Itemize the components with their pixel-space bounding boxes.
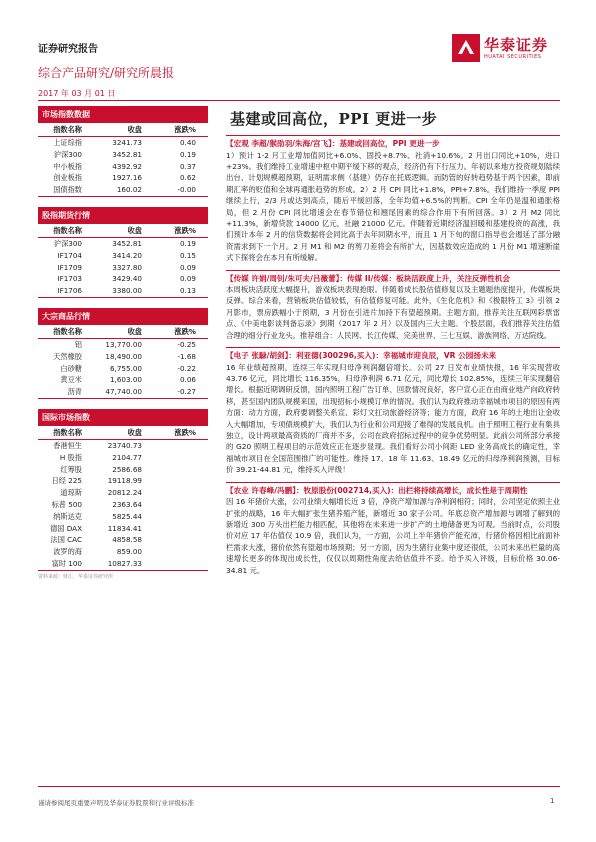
table-row: [38, 452, 208, 464]
logo-name: 华泰证券: [484, 36, 549, 54]
table-cell: 3327.80: [112, 262, 142, 272]
footer-disclaimer: 谨请参阅尾页重要声明及华泰证券股票和行业评级标准: [38, 799, 194, 807]
table-cell: 3452.81: [112, 149, 142, 159]
research-items: [226, 135, 560, 576]
item-body: 16 年业绩超预期，连续三年实现归母净利润翻倍增长。公司 27 日发布业绩快报，16 年实现营收 43.76 亿元，同比增长 116.35%，归母净利润 6.71 亿元，同比增长 102.85%，连续三年实现翻倍增长。根据近期调研反馈，国内照明工程广告订单、回款情况良好，客户宣心正在由商业地产向政府转移，甚至国内团队规模来国，出现招标小规模订单的情况。我们认为政府推动幸福城市项目的原因有两方面：动力方面，政府要调整关系宣、彩灯文扛动旅游经济等；能力方面，政府 16 年的土地出让金收入大幅增加，专项债规模扩大，我们认为行业和公司迎接了难得的发展良机。由于照明工程行业有集具独立，设计两项最高资质的厂商并不多，公司在政府招标过程中的竞争优势明显。此前公司所部分承接的 G20 照明工程项目的示范效应正在逐步显现。我们看好公司小间距 LED 业务高成长的确定性，幸福城市项目在全国范围推广的可能性。维持 17、18 年 11.63、18.49 亿元的归母净利润预测，目标价 39.21-44.81 元，维持买入评级！: [226, 362, 560, 475]
table-cell: 富时 100: [51, 558, 82, 568]
column-header: 涨跌%: [174, 326, 196, 336]
table-cell: 沪深300: [53, 149, 82, 159]
main-content: [226, 106, 560, 582]
table-cell: 沪深300: [53, 238, 82, 248]
table-cell: 法国 CAC: [50, 535, 82, 545]
table-cell: 1,603.00: [109, 375, 142, 385]
table-cell: 0.62: [179, 173, 196, 183]
table-cell: 0.09: [179, 274, 196, 284]
table-row: [38, 161, 208, 173]
table-cell: 0.40: [179, 138, 196, 147]
table-cell: [148, 440, 200, 452]
table-cell: 0.13: [179, 286, 196, 296]
table-cell: 0.19: [179, 149, 196, 159]
item-body: 本周板块活跃度大幅提升，游戏板块表现抢眼。伴随着成长股估值修复以及主题题热度提升，传媒板块反弹。综合来看，营销板块估值较低，有估值修复可能。此外，《生化危机》和《极限特工 3》引领 2 月影市，票房跌幅小于预期，3 月份在引进片加持下有望超预期。主题方面，推荐关注互联网彩票雷点、《中美电影谈判备忘录》到期（2017 年 2 月）以及国内三大主题。个股层面，我们推荐关注估值合理的细分行业龙头。推荐组合：人民网、长江传媒、完美世界、三七互娱、游族网络、万达院线。: [226, 285, 560, 340]
market-index-table: [38, 123, 208, 197]
table-cell: 3380.00: [112, 286, 142, 296]
research-item: [226, 482, 560, 576]
column-header: 指数名称: [53, 225, 82, 235]
table-cell: 纳斯达克: [53, 511, 82, 521]
table-header: [38, 123, 208, 137]
table-cell: 4858.58: [112, 535, 142, 545]
table-row: [38, 339, 208, 351]
table-cell: 天然橡胶: [53, 351, 82, 361]
table-cell: -0.22: [177, 363, 196, 373]
table-cell: 0.37: [179, 161, 196, 171]
market-index-section: [38, 106, 208, 197]
table-cell: H 股指: [59, 452, 82, 462]
item-headline: 【传媒 许娟/周钊/朱可夫/吕薇蕾】：传媒 II/传媒：板块活跃度上升，关注反弹性机会: [226, 270, 560, 285]
table-row: [38, 137, 208, 149]
page-number: 1: [550, 797, 555, 805]
table-cell: 波罗的海: [53, 547, 82, 557]
table-cell: [148, 452, 200, 464]
table-row: [38, 534, 208, 546]
table-cell: 5825.44: [112, 511, 142, 521]
table-cell: 2586.68: [112, 464, 142, 474]
huatai-logo-icon: [452, 34, 480, 62]
column-header: 收盘: [127, 427, 142, 437]
item-headline: 【电子 张騄/胡剑】：利亚德(300296,买入)：幸福城市迎良辰，VR 公园扬未来: [226, 347, 560, 362]
table-cell: 859.00: [116, 547, 142, 557]
company-logo: [452, 34, 572, 68]
table-row: [38, 487, 208, 499]
table-cell: 0.15: [179, 250, 196, 260]
commodity-section: [38, 308, 208, 399]
table-cell: 4392.92: [112, 161, 142, 171]
item-headline: 【宏观 李超/猴劭羽/朱海/宫飞】：基建或回高位，PPI 更进一步: [226, 135, 560, 150]
table-cell: 道琼斯: [60, 488, 82, 498]
column-header: 涨跌%: [174, 427, 196, 437]
column-header: 指数名称: [53, 326, 82, 336]
main-title: 基建或回高位，PPI 更进一步: [230, 110, 438, 128]
table-cell: IF1703: [57, 274, 82, 284]
table-row: [38, 250, 208, 262]
table-header: [38, 224, 208, 238]
table-row: [38, 511, 208, 523]
column-header: 指数名称: [53, 125, 82, 134]
table-cell: 中小板指: [53, 161, 82, 171]
table-cell: -0.25: [177, 339, 196, 349]
table-cell: [148, 546, 200, 558]
table-row: [38, 374, 208, 386]
table-cell: 19118.99: [107, 476, 142, 486]
table-header: [38, 325, 208, 339]
table-cell: [148, 464, 200, 476]
table-cell: 上证综指: [53, 138, 82, 147]
table-cell: 18,490.00: [105, 351, 142, 361]
table-cell: 160.02: [116, 185, 142, 195]
table-row: [38, 363, 208, 375]
table-cell: 3241.73: [112, 138, 142, 147]
table-bottom-rule: [38, 570, 208, 571]
left-sidebar: [38, 106, 208, 580]
table-cell: 德国 DAX: [50, 523, 82, 533]
table-cell: [148, 475, 200, 487]
data-source: 资料来源：财汇，华泰证券研究所: [38, 573, 114, 580]
table-row: [38, 475, 208, 487]
table-row: [38, 440, 208, 452]
table-row: [38, 273, 208, 285]
intl-section: [38, 409, 208, 580]
intl-index-table: [38, 426, 208, 571]
table-row: [38, 558, 208, 570]
table-cell: 铝: [74, 339, 82, 349]
table-row: [38, 351, 208, 363]
column-header: 涨跌%: [174, 125, 196, 134]
table-cell: 20812.24: [107, 488, 142, 498]
table-cell: [148, 487, 200, 499]
footer-rule: [38, 786, 560, 787]
table-cell: 沥青: [67, 387, 82, 397]
table-cell: 3429.40: [112, 274, 142, 284]
table-row: [38, 172, 208, 184]
table-cell: 6,755.00: [109, 363, 142, 373]
table-cell: -0.00: [177, 185, 196, 195]
column-header: 收盘: [127, 326, 142, 336]
table-row: [38, 523, 208, 535]
table-cell: [148, 523, 200, 535]
column-header: 收盘: [127, 125, 142, 134]
table-row: [38, 499, 208, 511]
table-cell: 2104.77: [112, 452, 142, 462]
table-row: [38, 546, 208, 558]
table-cell: -1.68: [177, 351, 196, 361]
section-header: 国际市场指数: [38, 409, 208, 426]
table-cell: 0.19: [179, 238, 196, 248]
table-row: [38, 464, 208, 476]
table-cell: 13,770.00: [105, 339, 142, 349]
item-body: 1）预计 1-2 月工业增加值同比+6.0%、固投+8.7%、社消+10.6%。2 月出口同比+10%，进口+23%。我们维持工业增速中枢中期平缓下移的观点，经济仍有下行压力。年初以来地方投资规划陆续出台、计划规模超预期，证明需求侧（基建）仍存在托底逻辑。而防管的好转趋势基于两个因素，即前期汇率的贬值和全球再通胀趋势的形成。2）2 月 CPI 同比+1.8%，PPI+7.8%。我们维持一季度 PPI 继续上行，2/3 月或达到高点，随后平缓回落，全年均值+6.5%的判断。CPI 全年仍是温和通胀格局，但 2 月份 CPI 同比增速会在春节错位和翘尾因素的综合作用下有所回落。3）2 月 M2 同比+11.3%，新增贷款 14000 亿元，社融 21000 亿元。伴随着近期经济温回暖和基建投资的高涨，我们预计本年 2 月的信贷数据将会同比高于去年同期水平，而且 1 月下旬的窗口指导也会遏延了部分融资需求到下一个月。2 月 M1 和 M2 的剪刀差将会有所扩大，因基数效应造成的 1 月份 M1 增速断崖式下探将会在本月有所缓解。: [226, 150, 560, 263]
report-subtitle: 综合产品研究/研究所晨报: [38, 66, 175, 80]
table-cell: IF1704: [57, 250, 82, 260]
table-cell: 日经 225: [51, 476, 82, 486]
table-row: [38, 238, 208, 250]
logo-en: HUATAI SECURITIES: [484, 54, 542, 60]
table-cell: 23740.73: [107, 440, 142, 450]
table-cell: [148, 511, 200, 523]
research-item: [226, 270, 560, 342]
table-row: [38, 262, 208, 274]
table-cell: 香港恒生: [53, 440, 82, 450]
table-cell: IF1709: [57, 262, 82, 272]
table-cell: 11834.41: [107, 523, 142, 533]
table-cell: [148, 558, 200, 570]
table-header: [38, 426, 208, 440]
research-item: [226, 135, 560, 264]
table-cell: [148, 499, 200, 511]
table-cell: 黄豆米: [60, 375, 82, 385]
table-cell: 1927.16: [112, 173, 142, 183]
column-header: 收盘: [127, 225, 142, 235]
research-item: [226, 347, 560, 476]
item-headline: 【农业 许春峰/冯鹏】：牧原股份(002714,买入)：出栏将持续高增长，成长性是于周期性: [226, 482, 560, 497]
table-cell: 0.06: [179, 375, 196, 385]
report-date: 2017 年 03 月 01 日: [38, 89, 116, 98]
table-row: [38, 184, 208, 196]
table-row: [38, 149, 208, 161]
table-row: [38, 285, 208, 297]
commodity-table: [38, 325, 208, 399]
header-rule: [38, 100, 560, 101]
table-cell: IF1706: [57, 286, 82, 296]
table-cell: 3414.20: [112, 250, 142, 260]
section-header: 市场指数数据: [38, 106, 208, 123]
table-cell: 创业板指: [53, 173, 82, 183]
futures-section: [38, 207, 208, 298]
table-cell: 标普 500: [51, 499, 82, 509]
table-cell: -0.27: [177, 387, 196, 397]
item-body: 因 16 年猪价大涨，公司业绩大幅增长近 3 倍，净资产增加源与净利润相符；同时，公司坚定依照主业扩张的战略，16 年大幅扩张生猪养殖产能，新增近 30 家子公司。年底总资产增加源与调增了解到的新增近 300 万头出栏能力相匹配，其他将在未来进一步扩产的土地储备更为可观。当前时点，公司股价对应 17 年估值仅 10.9 倍，我们认为，一方面，公司上半年猪价产能充沛，行猪价格因相比前面补栏需求大涨，猪价依然有望超市场预期；另一方面，因为生猪行业集中度还很低，公司未来出栏量的高速增长更多的体现出成长性，仅仅以周期性角度去给估值并不妥。给予买入评级，目标价格 30.06-34.81 元。: [226, 497, 560, 575]
table-cell: 47,740.00: [105, 387, 142, 397]
table-cell: 0.09: [179, 262, 196, 272]
table-cell: 白砂糖: [60, 363, 82, 373]
table-cell: 3452.81: [112, 238, 142, 248]
table-cell: 10827.33: [107, 558, 142, 568]
column-header: 涨跌%: [174, 225, 196, 235]
table-cell: 国债指数: [53, 185, 82, 195]
table-cell: 2363.64: [112, 499, 142, 509]
table-row: [38, 386, 208, 398]
table-cell: [148, 534, 200, 546]
section-header: 股指期货行情: [38, 207, 208, 224]
section-header: 大宗商品行情: [38, 308, 208, 325]
column-header: 指数名称: [53, 427, 82, 437]
table-cell: 红筹股: [60, 464, 82, 474]
report-type: 证券研究报告: [38, 44, 98, 55]
futures-table: [38, 224, 208, 298]
